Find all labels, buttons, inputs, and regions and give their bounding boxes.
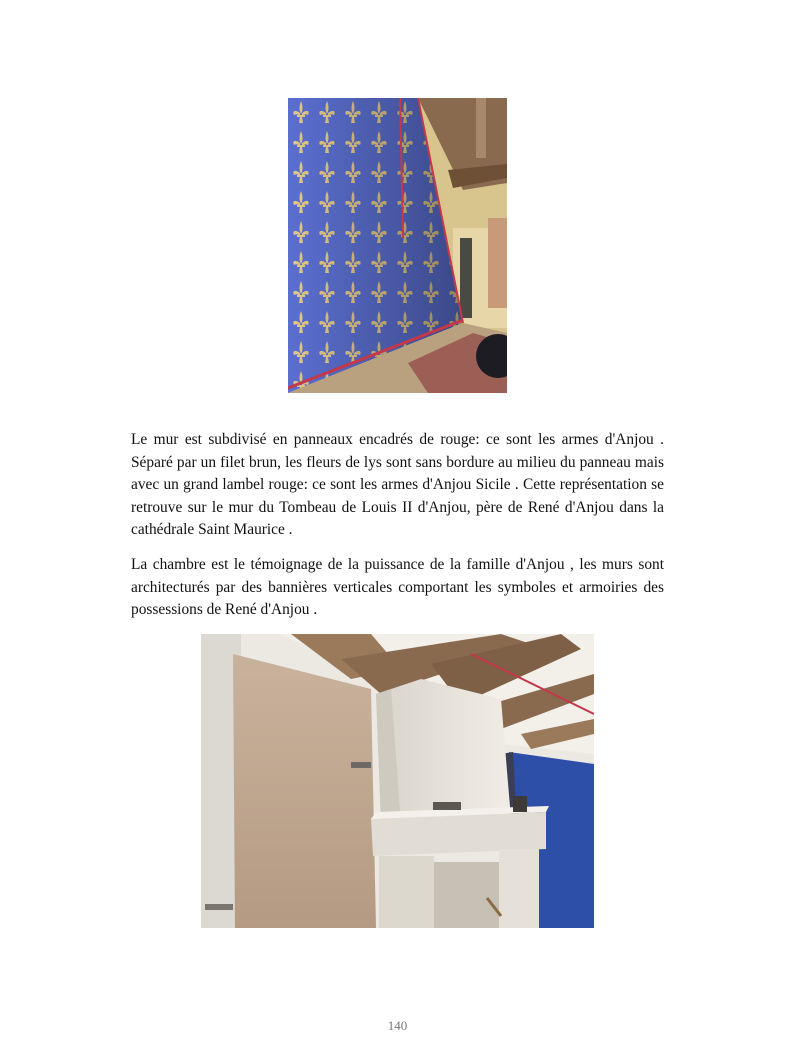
page-number: 140 [387, 1018, 408, 1033]
chamber-fireplace-photo [201, 634, 594, 928]
fleur-de-lis-wall-photo [288, 98, 507, 393]
paragraph-wall-description: Le mur est subdivisé en panneaux encadrés de rouge: ce sont les armes d'Anjou . Séparé par un filet brun, les fleurs de lys sont sans bordure au milieu du panneau mais avec un grand lambel rouge: ce sont les armes d'Anjou Sicile . Cette représentation se retrouve sur le mur du Tombeau de Louis II d'Anjou, père de René d'Anjou dans la cathédrale Saint Maurice . [131, 431, 664, 538]
paragraph-chamber-description: La chambre est le témoignage de la puissance de la famille d'Anjou , les murs sont architecturés par des bannières verticales comportant les symboles et armoiries des possessions de René d'Anjou . [131, 556, 664, 618]
